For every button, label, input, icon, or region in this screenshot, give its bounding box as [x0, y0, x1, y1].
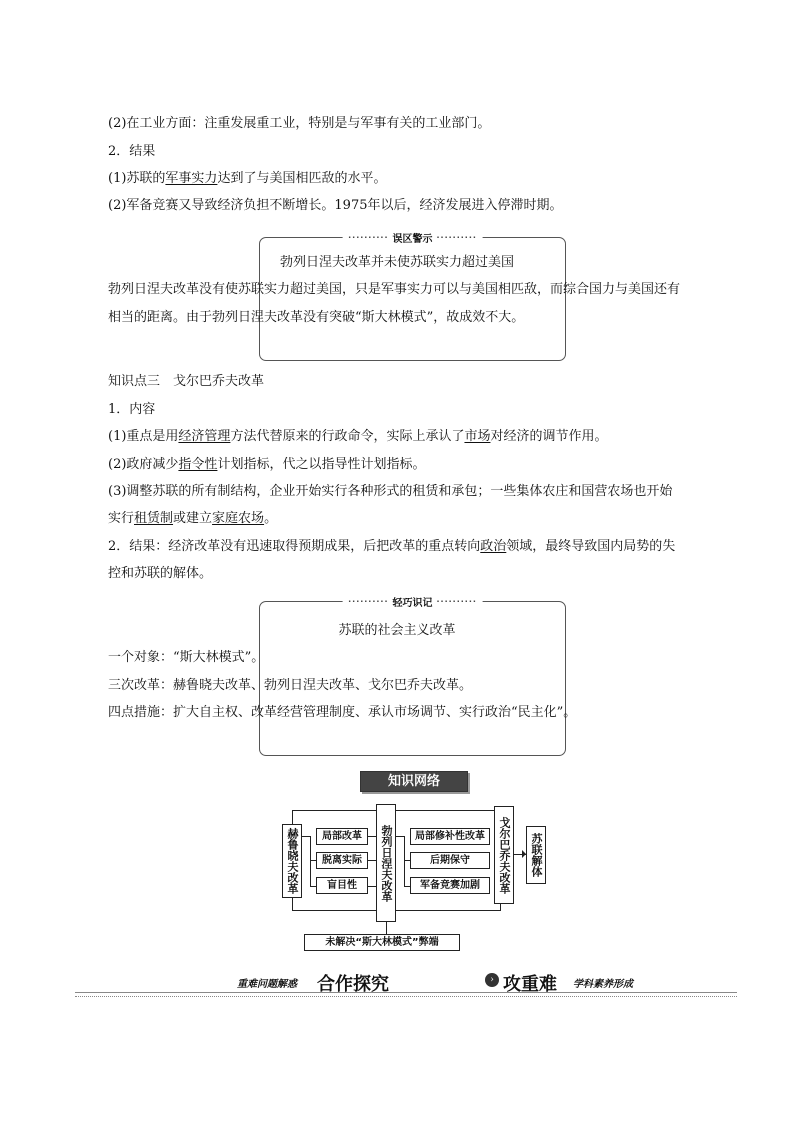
section-heading: 知识点三 戈尔巴乔夫改革 [108, 374, 265, 389]
gorbachev-result: 2．结果：经济改革没有迅速取得预期成果，后把改革的重点转向政治领域，最终导致国内局势的失 [108, 539, 676, 554]
k-item-1: 局部改革 [316, 828, 368, 845]
banner-title-2: 攻重难 [503, 974, 557, 995]
k-item-2: 脱离实际 [316, 852, 368, 869]
b-item-2: 后期保守 [410, 852, 490, 869]
content-item-1: (1)重点是用经济管理方法代替原来的行政命令，实际上承认了市场对经济的调节作用。 [108, 429, 608, 444]
b-item-3: 军备竞赛加剧 [410, 877, 490, 894]
bottom-conclusion: 未解决“斯大林模式”弊端 [304, 934, 460, 951]
section-banner [75, 970, 737, 996]
content-item-3-cont: 实行租赁制或建立家庭农场。 [108, 511, 278, 526]
memory-title: 苏联的社会主义改革 [338, 623, 456, 638]
brezhnev-box: 勃列日涅夫改革 [376, 804, 396, 922]
memory-line-2: 三次改革：赫鲁晓夫改革、勃列日涅夫改革、戈尔巴乔夫改革。 [108, 678, 473, 693]
k-item-3: 盲目性 [316, 877, 368, 894]
result-heading: 2．结果 [108, 144, 156, 159]
industry-paragraph: (2)在工业方面：注重发展重工业，特别是与军事有关的工业部门。 [108, 116, 491, 131]
warning-title: 勃列日涅夫改革并未使苏联实力超过美国 [279, 255, 514, 270]
underlined-term: 军事实力 [165, 171, 218, 186]
banner-rule [75, 992, 737, 997]
memory-tab: ·········· 轻巧识记 ·········· [342, 594, 483, 609]
result-line-2: (2)军备竞赛又导致经济负担不断增长。1975年以后，经济发展进入停滞时期。 [108, 198, 563, 213]
knowledge-network-diagram [280, 800, 560, 955]
content-item-2: (2)政府减少指令性计划指标，代之以指导性计划指标。 [108, 457, 426, 472]
gorbachev-box: 戈尔巴乔夫改革 [494, 806, 514, 904]
banner-left-label: 重难问题解惑 [237, 979, 297, 990]
chevron-right-icon: › [485, 973, 499, 987]
warning-body-1: 勃列日涅夫改革没有使苏联实力超过美国，只是军事实力可以与美国相匹敌，而综合国力与美国还有 [108, 282, 681, 297]
result-line-1: (1)苏联的军事实力达到了与美国相匹敌的水平。 [108, 171, 387, 186]
collapse-box: 苏联解体 [526, 826, 546, 884]
memory-line-1: 一个对象：“斯大林模式”。 [108, 650, 265, 665]
content-heading: 1．内容 [108, 402, 156, 417]
khrushchev-box: 赫鲁晓夫改革 [282, 824, 302, 898]
banner-title-1: 合作探究 [317, 974, 389, 995]
memory-line-3: 四点措施：扩大自主权、改革经营管理制度、承认市场调节、实行政治“民主化”。 [108, 705, 577, 720]
gorbachev-result-cont: 控和苏联的解体。 [108, 566, 213, 581]
warning-tab: ·········· 误区警示 ·········· [342, 230, 483, 245]
banner-right-label: 学科素养形成 [573, 979, 633, 990]
knowledge-network-title: 知识网络 [360, 771, 468, 792]
content-item-3: (3)调整苏联的所有制结构，企业开始实行各种形式的租赁和承包；一些集体农庄和国营农场也开始 [108, 484, 673, 499]
b-item-1: 局部修补性改革 [410, 828, 490, 845]
warning-body-2: 相当的距离。由于勃列日涅夫改革没有突破“斯大林模式”，故成效不大。 [108, 310, 525, 325]
